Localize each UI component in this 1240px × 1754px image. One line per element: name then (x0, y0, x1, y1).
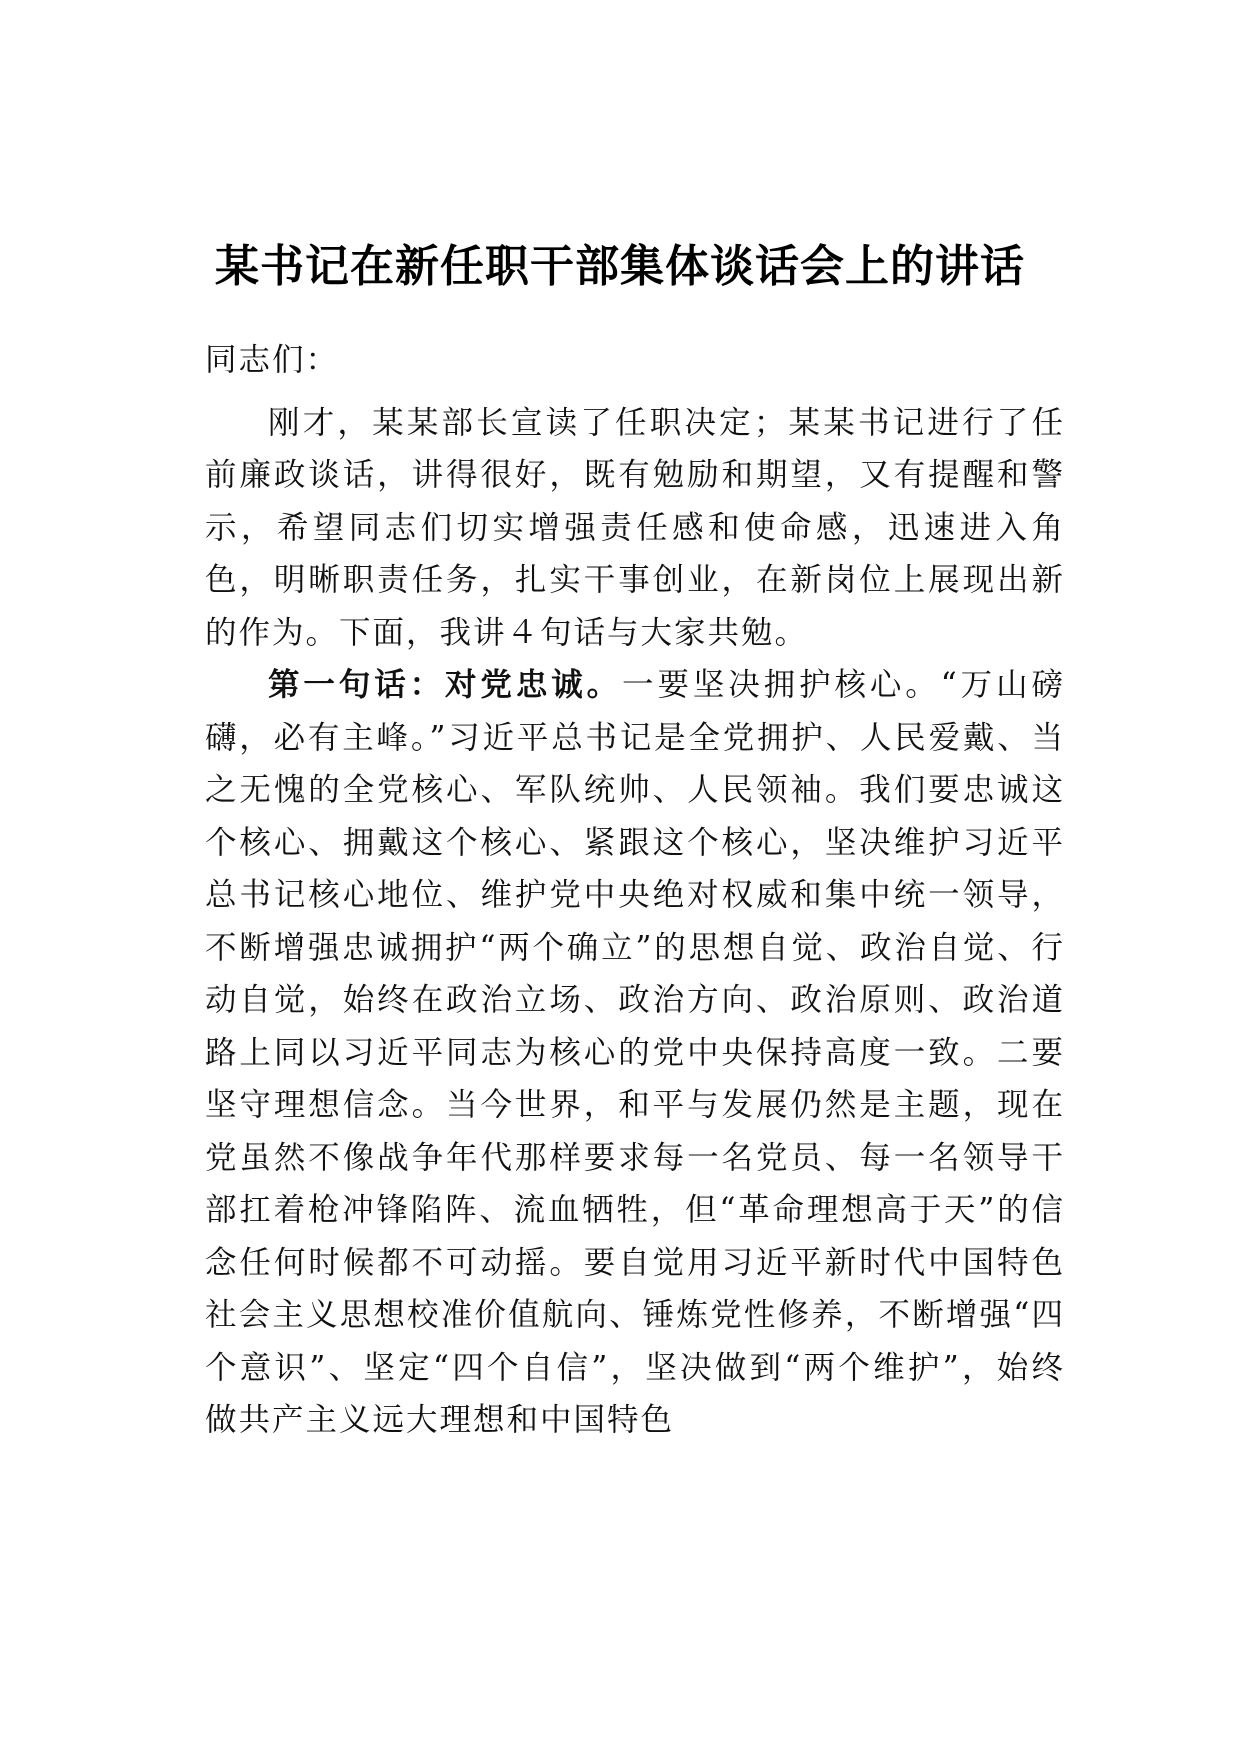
paragraph-intro: 刚才，某某部长宣读了任职决定；某某书记进行了任前廉政谈话，讲得很好，既有勉励和期望，又有提醒和警示，希望同志们切实增强责任感和使命感，迅速进入角色，明晰职责任务，扎实干事创业，在新岗位上展现出新的作为。下面，我讲４句话与大家共勉。 (205, 404, 1065, 651)
greeting: 同志们： (205, 342, 340, 378)
document-title: 某书记在新任职干部集体谈话会上的讲话 (215, 241, 1025, 293)
section-body: 一要坚决拥护核心。“万山磅礴，必有主峰。”习近平总书记是全党拥护、人民爱戴、当之无愧的全党核心、军队统帅、人民领袖。我们要忠诚这个核心、拥戴这个核心、紧跟这个核心，坚决维护习近平总书记核心地位、维护党中央绝对权威和集中统一领导，不断增强忠诚拥护“两个确立”的思想自觉、政治自觉、行动自觉，始终在政治立场、政治方向、政治原则、政治道路上同以习近平同志为核心的党中央保持高度一致。二要坚守理想信念。当今世界，和平与发展仍然是主题，现在党虽然不像战争年代那样要求每一名党员、每一名领导干部扛着枪冲锋陷阵、流血牺牲，但“革命理想高于天”的信念任何时候都不可动摇。要自觉用习近平新时代中国特色社会主义思想校准价值航向、锤炼党性修养，不断增强“四个意识”、坚定“四个自信”，坚决做到“两个维护”，始终做共产主义远大理想和中国特色 (205, 667, 1065, 1438)
document-body (205, 334, 1065, 1447)
section-heading: 第一句话：对党忠诚。 (268, 666, 623, 703)
paragraph-section-1 (205, 659, 1065, 1447)
